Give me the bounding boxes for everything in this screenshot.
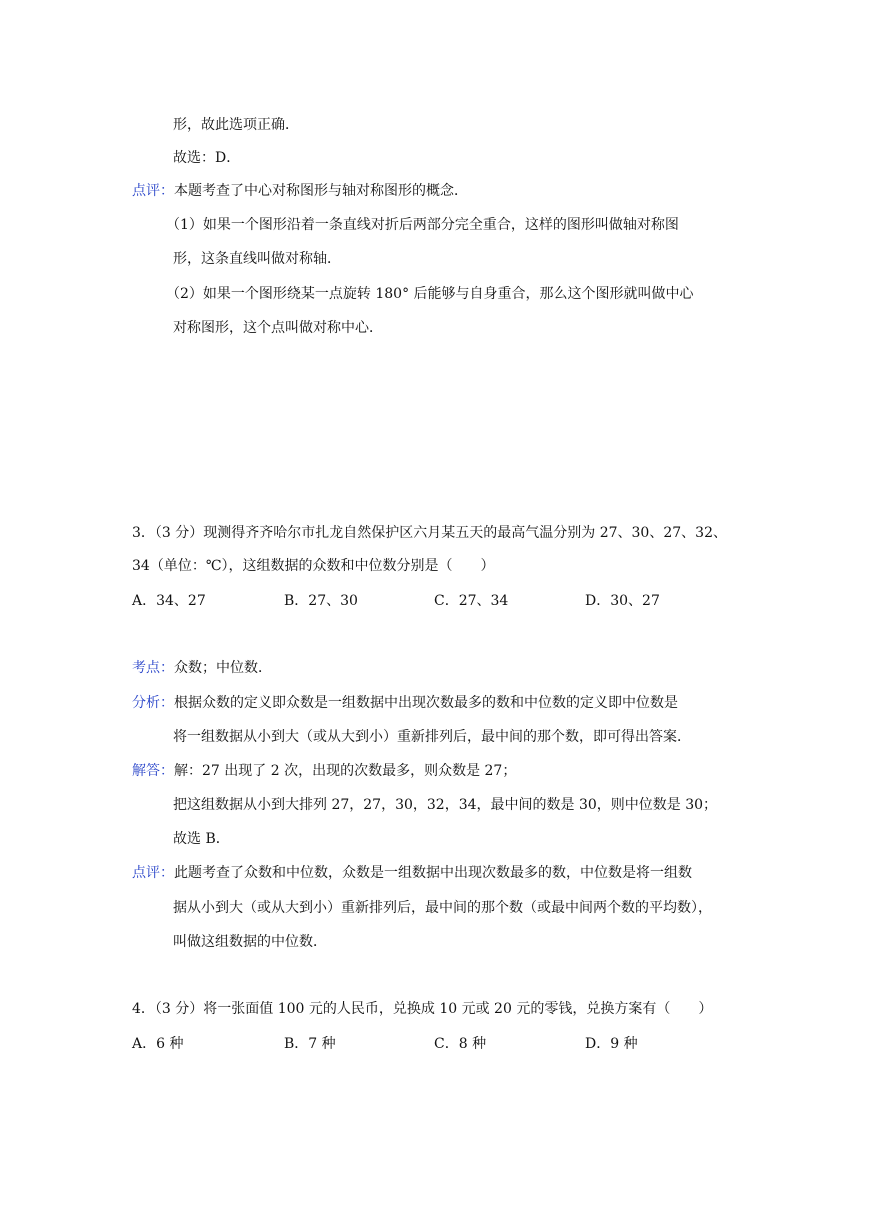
q4-option-a: A．6 种 — [132, 1036, 184, 1052]
q3-review-line-2: 据从小到大（或从大到小）重新排列后，最中间的那个数（或最中间两个数的平均数）， — [173, 900, 712, 916]
jieda-tag: 解答： — [132, 763, 174, 779]
q4-option-c: C．8 种 — [434, 1036, 487, 1052]
q3-review-line-3: 叫做这组数据的中位数． — [173, 934, 327, 950]
q3-jieda-line-2: 把这组数据从小到大排列 27，27，30，32，34，最中间的数是 30，则中位数是 30； — [173, 797, 718, 813]
review-tag: 点评： — [132, 183, 174, 199]
q3-fenxi-line-2: 将一组数据从小到大（或从大到小）重新排列后，最中间的那个数，即可得出答案． — [173, 729, 691, 745]
kaodian-tag: 考点： — [132, 660, 174, 676]
q3-option-a: A．34、27 — [132, 593, 206, 609]
q3-review-row — [132, 864, 692, 882]
review-text: 本题考查了中心对称图形与轴对称图形的概念． — [174, 183, 468, 199]
kaodian-text: 众数；中位数． — [174, 660, 272, 676]
q3-option-c: C．27、34 — [434, 593, 509, 609]
review-tag: 点评： — [132, 865, 174, 881]
prev-point2-line-a: （2）如果一个图形绕某一点旋转 180° 后能够与自身重合，那么这个图形就叫做中心 — [166, 286, 694, 302]
q3-option-d: D．30、27 — [585, 593, 660, 609]
prev-solution-line: 形，故此选项正确． — [173, 117, 299, 133]
review-text: 此题考查了众数和中位数，众数是一组数据中出现次数最多的数，中位数是将一组数 — [174, 865, 692, 881]
prev-review-row — [132, 182, 468, 200]
q4-stem-line: 4．（3 分）将一张面值 100 元的人民币，兑换成 10 元或 20 元的零钱，兑换方案有（ ） — [132, 1001, 713, 1017]
q3-stem-line-1: 3．（3 分）现测得齐齐哈尔市扎龙自然保护区六月某五天的最高气温分别为 27、30、27、32、 — [132, 525, 727, 541]
jieda-text: 解：27 出现了 2 次，出现的次数最多，则众数是 27； — [174, 763, 517, 779]
q4-option-b: B．7 种 — [284, 1036, 336, 1052]
prev-answer-line: 故选：D． — [173, 150, 241, 166]
prev-point1-line-a: （1）如果一个图形沿着一条直线对折后两部分完全重合，这样的图形叫做轴对称图 — [166, 217, 679, 233]
prev-point1-line-b: 形，这条直线叫做对称轴． — [173, 251, 341, 267]
q3-stem-line-2: 34（单位：℃），这组数据的众数和中位数分别是（ ） — [132, 558, 495, 574]
q3-option-b: B．27、30 — [284, 593, 358, 609]
fenxi-tag: 分析： — [132, 695, 174, 711]
fenxi-text: 根据众数的定义即众数是一组数据中出现次数最多的数和中位数的定义即中位数是 — [174, 695, 678, 711]
q3-jieda-row — [132, 762, 516, 780]
q3-fenxi-row — [132, 694, 678, 712]
q3-jieda-line-3: 故选 B． — [173, 831, 230, 847]
q4-option-d: D．9 种 — [585, 1036, 638, 1052]
q3-kaodian-row — [132, 659, 272, 677]
prev-point2-line-b: 对称图形，这个点叫做对称中心． — [173, 320, 383, 336]
